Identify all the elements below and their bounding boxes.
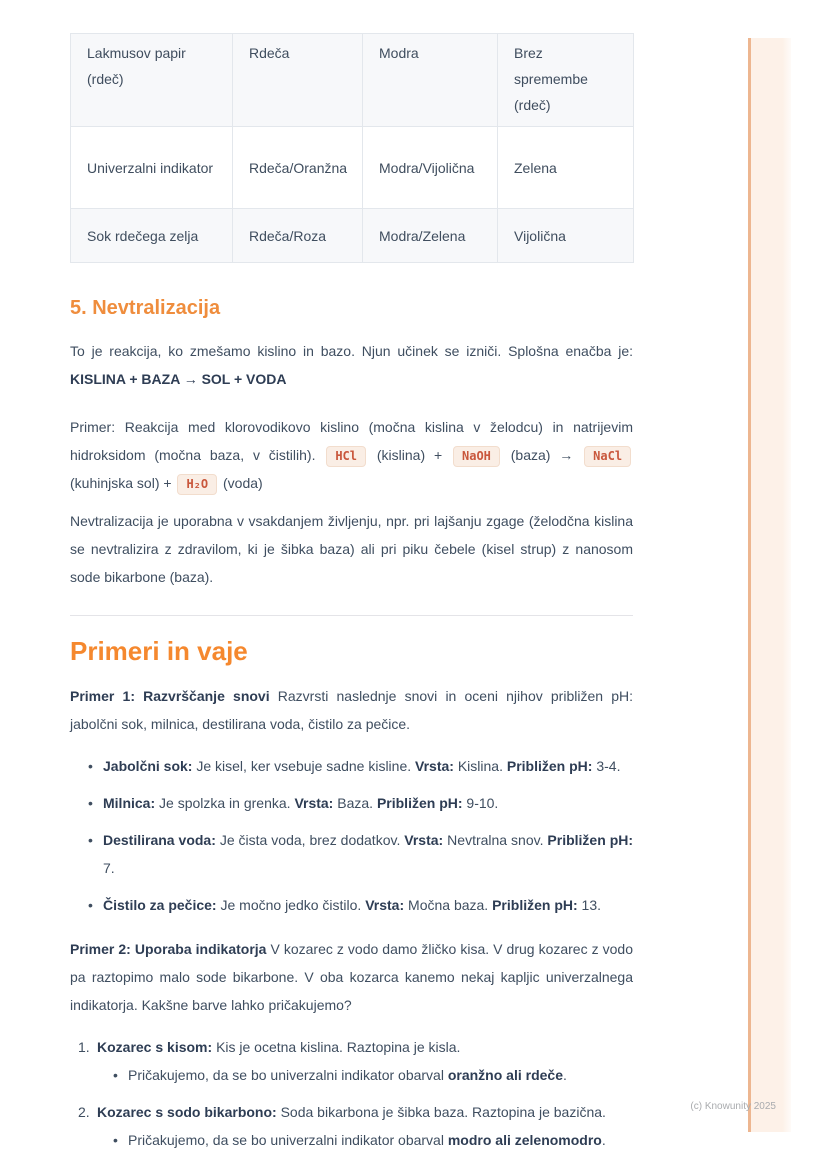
item-desc: Soda bikarbona je šibka baza. Raztopina je bazična. [280,1104,606,1120]
table-cell: Vijolična [498,209,634,263]
item-desc: Je močno jedko čistilo. [220,897,362,913]
expect-colors: modro ali zelenomodro [447,1132,602,1148]
item-type-label: Vrsta: [365,897,405,913]
list-item-baking-soda-glass [70,1098,633,1154]
examples-heading: Primeri in vaje [70,636,248,666]
item-type-label: Vrsta: [294,795,334,811]
table-cell: Modra/Vijolična [363,127,498,209]
item-label: Kozarec s kisom: [97,1039,213,1055]
expect-period: . [601,1132,606,1148]
indicator-question-list [70,1033,633,1154]
item-ph-label: Približen pH: [506,758,593,774]
item-desc: Je spolzka in grenka. [159,795,291,811]
chem-formula-naoh: NaOH [453,446,500,467]
list-item-soapy-water [70,789,633,817]
example1-title: Primer 1: Razvrščanje snovi [70,688,270,704]
item-label: Kozarec s sodo bikarbono: [97,1104,277,1120]
section-divider [70,615,633,616]
item-type: Nevtralna snov. [447,832,544,848]
item-ph-label: Približen pH: [492,897,578,913]
item-type-label: Vrsta: [415,758,454,774]
chem-formula-hcl: HCl [326,446,366,467]
formula-suffix: (baza) → [510,447,574,463]
list-item-distilled-water [70,826,633,882]
intro-text: To je reakcija, ko zmešamo kislino in bazo. Njun učinek se izniči. Splošna enačba je: [70,343,633,359]
neutralization-intro-paragraph [70,337,633,393]
expect-period: . [563,1067,567,1083]
expectation-item [97,1061,633,1089]
item-ph: 13. [581,897,602,913]
table-cell: Univerzalni indikator [71,127,233,209]
indicator-results-table [70,33,634,263]
item-ph-label: Približen pH: [547,832,634,848]
neutralization-usage-paragraph: Nevtralizacija je uporabna v vsakdanjem življenju, npr. pri lajšanju zgage (želodčna kislina se nevtralizira z zdravilom, ki je šibka baza) ali pri piku čebele (kisel strup) z nanosom sode bikarbone (baza). [70,513,633,585]
table-cell: Lakmusov papir (rdeč) [71,34,233,127]
table-cell: Sok rdečega zelja [71,209,233,263]
classification-list [70,752,633,919]
neutralization-example-paragraph [70,413,633,497]
table-cell: Brez spremembe (rdeč) [498,34,634,127]
table-row [71,127,634,209]
item-label: Milnica: [103,795,156,811]
item-type: Močna baza. [408,897,489,913]
table-cell: Rdeča [233,34,363,127]
list-item-vinegar-glass [70,1033,633,1089]
table-row [71,34,634,127]
expectation-item [97,1126,633,1154]
example-intro-text: Primer: Reakcija med klorovodikovo kislino (močna kislina v želodcu) in natrijevim hidroksidom (močna baza, v čistilih). [70,419,633,463]
example1-intro-text: Razvrsti naslednje snovi in oceni njihov približen pH: jabolčni sok, milnica, destilirana voda, čistilo za pečice. [70,688,633,732]
item-type-label: Vrsta: [404,832,444,848]
table-cell: Rdeča/Roza [233,209,363,263]
example1-intro-paragraph [70,682,633,738]
formula-suffix: (voda) [223,475,263,491]
item-ph-label: Približen pH: [376,795,463,811]
table-cell: Modra [363,34,498,127]
item-ph: 9-10. [466,795,499,811]
neutralization-equation: KISLINA + BAZA → SOL + VODA [70,371,287,387]
item-desc: Je čista voda, brez dodatkov. [219,832,401,848]
page-edge-stripe [748,38,791,1132]
item-type: Kislina. [457,758,503,774]
table-cell: Modra/Zelena [363,209,498,263]
example2-intro-text: V kozarec z vodo damo žličko kisa. V drug kozarec z vodo pa raztopimo malo sode bikarbone. V oba kozarca kanemo nekaj kapljic univerzalnega indikatorja. Kakšne barve lahko pričakujemo? [70,941,633,1013]
example2-intro-paragraph [70,935,633,1019]
formula-suffix: (kuhinjska sol) + [70,475,172,491]
list-item-apple-juice [70,752,633,780]
item-type: Baza. [337,795,374,811]
copyright-notice: (c) Knowunity 2025 [690,1101,776,1112]
expectation-sublist [97,1126,633,1154]
section-heading-neutralization: 5. Nevtralizacija [70,297,221,319]
item-label: Jabolčni sok: [103,758,193,774]
example2-title: Primer 2: Uporaba indikatorja [70,941,267,957]
item-label: Destilirana voda: [103,832,216,848]
document-content [70,33,633,1154]
item-ph: 3-4. [596,758,621,774]
item-desc: Kis je ocetna kislina. Raztopina je kisla. [216,1039,461,1055]
expectation-sublist [97,1061,633,1089]
expect-text: Pričakujemo, da se bo univerzalni indikator obarval [128,1067,444,1083]
list-item-oven-cleaner [70,891,633,919]
item-label: Čistilo za pečice: [103,897,217,913]
chem-formula-h2o: H₂O [177,474,217,495]
table-cell: Zelena [498,127,634,209]
table-cell: Rdeča/Oranžna [233,127,363,209]
formula-suffix: (kislina) + [376,447,443,463]
expect-text: Pričakujemo, da se bo univerzalni indikator obarval [128,1132,444,1148]
chem-formula-nacl: NaCl [584,446,631,467]
item-desc: Je kisel, ker vsebuje sadne kisline. [196,758,412,774]
expect-colors: oranžno ali rdeče [447,1067,563,1083]
table-row [71,209,634,263]
item-ph: 7. [103,860,115,876]
